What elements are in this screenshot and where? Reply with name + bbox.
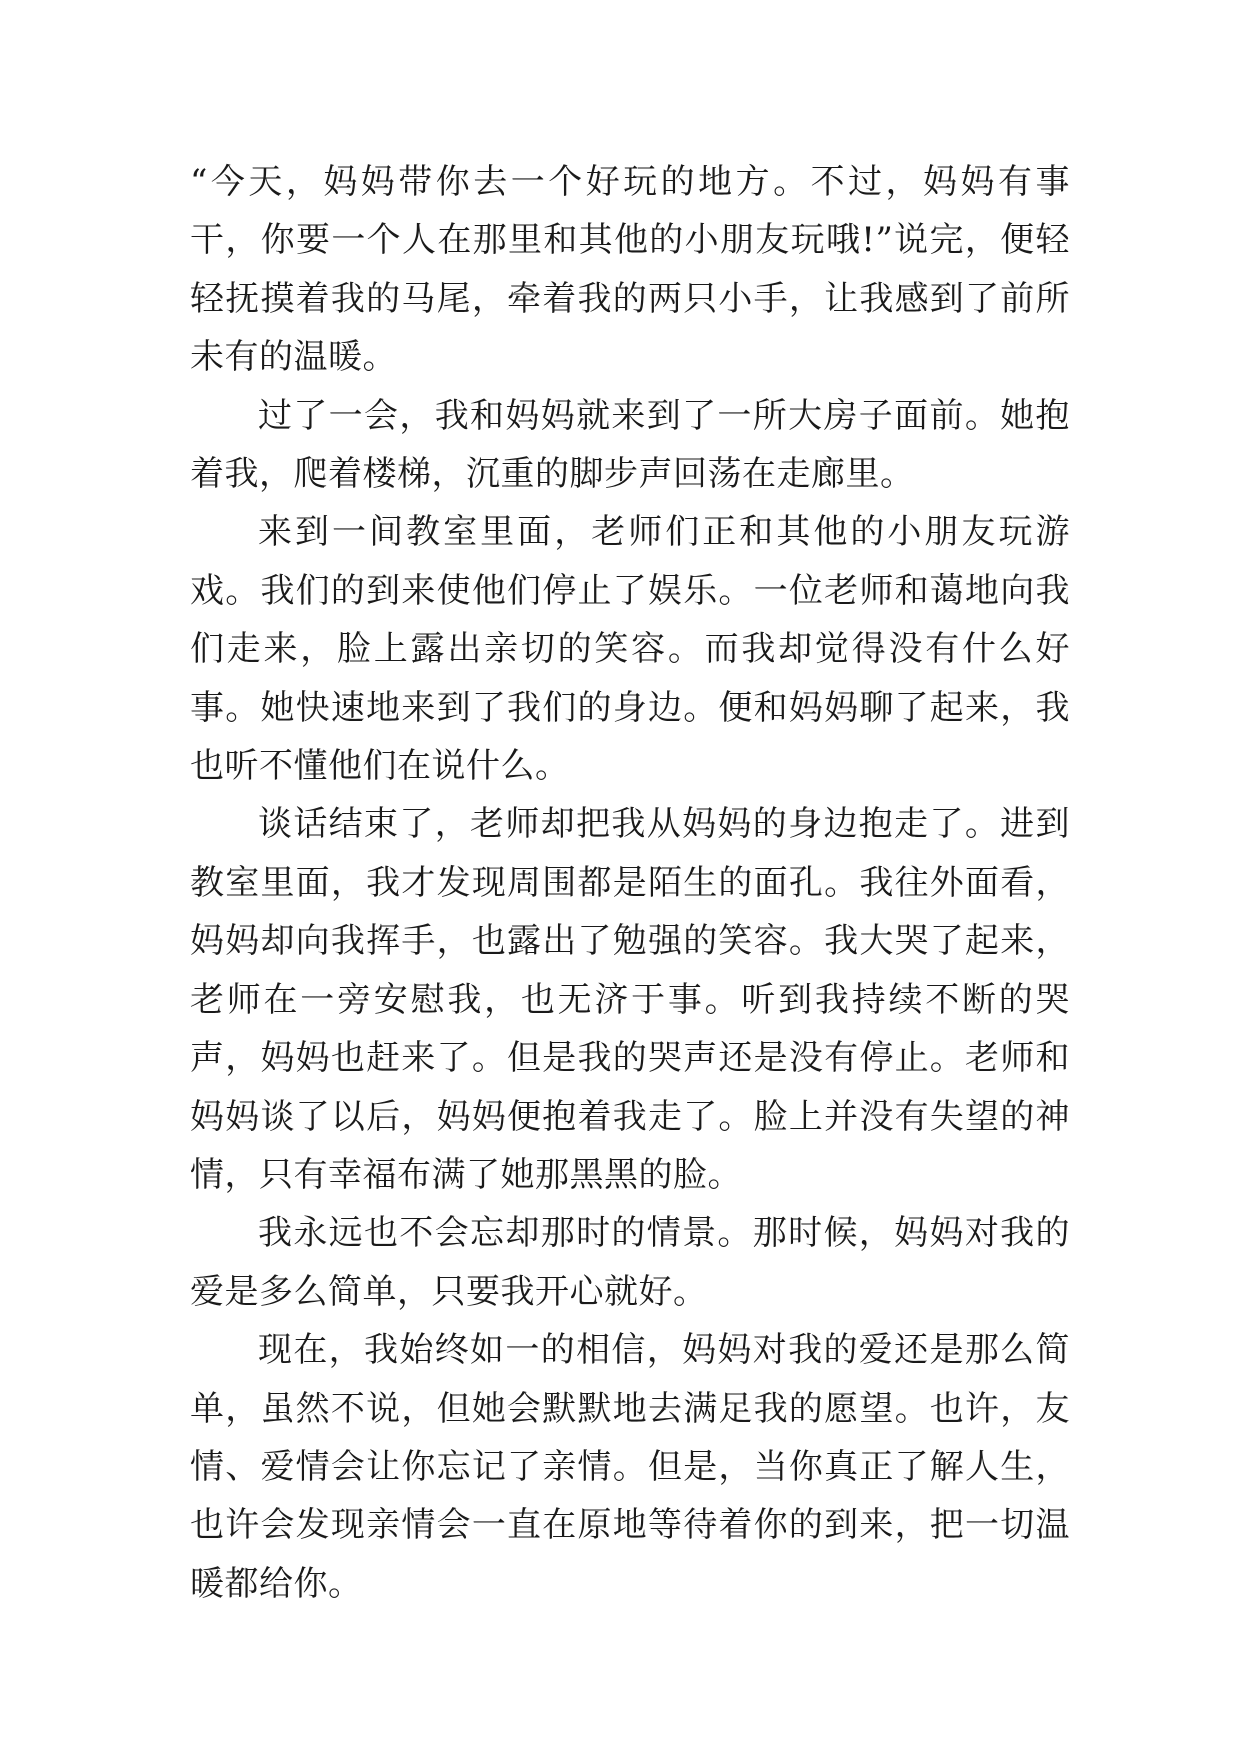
- document-body: [190, 153, 1070, 1613]
- paragraph-5: 我永远也不会忘却那时的情景。那时候，妈妈对我的爱是多么简单，只要我开心就好。: [190, 1213, 1070, 1312]
- paragraph-1: “今天，妈妈带你去一个好玩的地方。不过，妈妈有事干，你要一个人在那里和其他的小朋友玩哦!”说完，便轻轻抚摸着我的马尾，牵着我的两只小手，让我感到了前所未有的温暖。: [190, 162, 1070, 378]
- paragraph-2: 过了一会，我和妈妈就来到了一所大房子面前。她抱着我，爬着楼梯，沉重的脚步声回荡在走廊里。: [190, 395, 1070, 495]
- paragraph-6: 现在，我始终如一的相信，妈妈对我的爱还是那么简单，虽然不说，但她会默默地去满足我的愿望。也许，友情、爱情会让你忘记了亲情。但是，当你真正了解人生，也许会发现亲情会一直在原地等待着你的到来，把一切温暖都给你。: [190, 1330, 1070, 1604]
- paragraph-4: 谈话结束了，老师却把我从妈妈的身边抱走了。进到教室里面，我才发现周围都是陌生的面孔。我往外面看，妈妈却向我挥手，也露出了勉强的笑容。我大哭了起来，老师在一旁安慰我，也无济于事。听到我持续不断的哭声，妈妈也赶来了。但是我的哭声还是没有停止。老师和妈妈谈了以后，妈妈便抱着我走了。脸上并没有失望的神情，只有幸福布满了她那黑黑的脸。: [190, 804, 1070, 1195]
- paragraph-3: 来到一间教室里面，老师们正和其他的小朋友玩游戏。我们的到来使他们停止了娱乐。一位老师和蔼地向我们走来，脸上露出亲切的笑容。而我却觉得没有什么好事。她快速地来到了我们的身边。便和妈妈聊了起来，我也听不懂他们在说什么。: [190, 512, 1070, 787]
